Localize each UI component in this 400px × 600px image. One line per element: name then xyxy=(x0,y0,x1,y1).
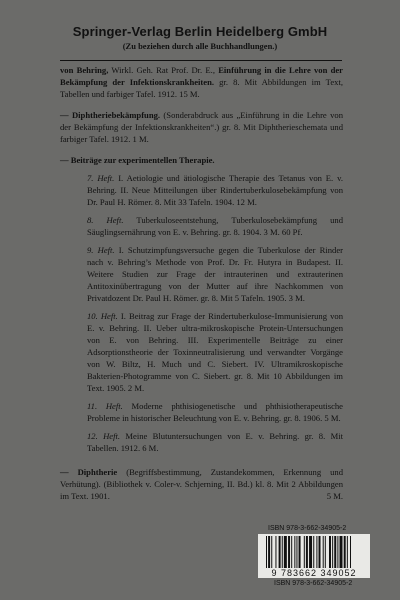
barcode-stripe xyxy=(282,536,283,568)
entry-details: (Sonderabdruck aus „Einführung in die Lehre von der Bekämpfung der Infektionskrankheiten“.) gr. 8. Mit Diphtherieschemata und farbiger Tafel. 1912. 1 M. xyxy=(60,110,343,144)
heft-9 xyxy=(60,244,343,304)
entry-details: (Begriffsbestimmung, Zustandekommen, Erkennung und Verhütung). (Bibliothek v. Coler-v. Schjerning, II. Bd.) kl. 8. Mit 2 Abbildungen im Text. 1901. xyxy=(60,467,344,501)
entry-diphtherie xyxy=(60,466,343,502)
barcode-stripe xyxy=(309,536,312,568)
barcode-stripe xyxy=(279,536,281,568)
barcode-stripe xyxy=(347,536,348,568)
barcode xyxy=(258,534,370,578)
heft-12 xyxy=(60,430,343,454)
barcode-stripe xyxy=(319,536,321,568)
barcode-stripe xyxy=(296,536,297,568)
publisher-note: (Zu beziehen durch alle Buchhandlungen.) xyxy=(122,41,278,51)
heft-10 xyxy=(60,310,343,394)
heft-text: Tuberkuloseentstehung, Tuberkulosebekämpfung und Säuglingsernährung von E. v. Behring. gr. 8. 1904. 3 M. 60 Pf. xyxy=(87,215,343,237)
heft-label: 9. Heft. xyxy=(87,245,115,255)
barcode-digits: 9 783662 349052 xyxy=(271,568,357,578)
barcode-stripe xyxy=(266,536,267,568)
heft-text: Moderne phthisiogenetische und phthisiotherapeutische Probleme in historischer Beleuchtung von E. v. Behring. gr. 8. 1906. 5 M. xyxy=(87,401,343,423)
barcode-stripe xyxy=(325,536,326,568)
barcode-stripe xyxy=(306,536,308,568)
barcode-stripe xyxy=(337,536,338,568)
entry-diphtheriebekaempfung xyxy=(60,109,343,145)
barcode-stripe xyxy=(275,536,276,568)
barcode-stripe xyxy=(340,536,343,568)
barcode-stripe xyxy=(332,536,333,568)
heft-text: I. Aetiologie und ätiologische Therapie des Tetanus von E. v. Behring. II. Neue Mitteilungen über Rindertuberkulosebekämpfung von Dr. Paul H. Römer. 8. Mit 33 Tafeln. 1904. 12 M. xyxy=(87,173,343,207)
barcode-stripe xyxy=(323,536,324,568)
barcode-stripe xyxy=(268,536,270,568)
barcode-stripe xyxy=(334,536,336,568)
barcode-stripe xyxy=(304,536,305,568)
heft-text: I. Beitrag zur Frage der Rindertuberkulose-Immunisierung von E. v. Behring. II. Ueber ultra-mikroskopische Protein-Untersuchungen von E. von Behring. III. Experimentelle Beiträge zu einer Adsorptionstheorie der Toxinneutralisierung und verwandter Vorgänge von W. Biltz, H. Much und C. Siebert. IV. Ultramikroskopische Bakterien-Photogramme von C. Siebert. gr. 8. Mit 10 Abbildungen im Text. 1905. 2 M. xyxy=(87,311,343,393)
entry-author: von Behring, xyxy=(60,65,109,75)
barcode-stripe xyxy=(299,536,301,568)
entry-beitraege xyxy=(60,154,343,166)
barcode-stripe xyxy=(313,536,314,568)
entry-text: Wirkl. Geh. Rat Prof. Dr. E., xyxy=(108,65,219,75)
heft-text: Meine Blutuntersuchungen von E. v. Behring. gr. 8. Mit Tabellen. 1912. 6 M. xyxy=(87,431,343,453)
heft-label: 12. Heft. xyxy=(87,431,121,441)
heft-7 xyxy=(60,172,343,208)
barcode-stripe xyxy=(329,536,331,568)
heft-label: 10. Heft. xyxy=(87,311,118,321)
heft-11 xyxy=(60,400,343,424)
barcode-stripe xyxy=(291,536,292,568)
entry-title: Einführung in die Lehre von der Bekämpfung der Infektionskrankheiten. xyxy=(60,65,343,87)
heft-text: I. Schutzimpfungsversuche gegen die Tuberkulose der Rinder nach v. Behring’s Methode von Prof. Dr. Fr. Hutyra in Budapest. II. Weitere Studien zur Frage der intrauterinen und extrauterinen Antitoxinübertragung von der Mutter auf ihre Nachkommen von Privatdozent Dr. Paul H. Römer. gr. 8. Mit 5 Tafeln. 1905. 3 M. xyxy=(87,245,343,303)
top-rule xyxy=(60,60,342,61)
barcode-stripe xyxy=(288,536,290,568)
barcode-stripe xyxy=(316,536,317,568)
barcode-stripe xyxy=(344,536,346,568)
entry-title: — Beiträge zur experimentellen Therapie. xyxy=(60,155,215,165)
barcode-stripe xyxy=(350,536,351,568)
book-list xyxy=(60,64,343,502)
isbn-label-top: ISBN 978-3-662-34905-2 xyxy=(268,525,347,532)
barcode-stripe xyxy=(284,536,287,568)
entry-price: 5 M. xyxy=(326,491,343,501)
heft-label: 8. Heft. xyxy=(87,215,124,225)
entry-einfuehrung xyxy=(60,64,343,100)
isbn-label-bottom: ISBN 978-3-662-34905-2 xyxy=(274,580,353,587)
heft-8 xyxy=(60,214,343,238)
entry-details: gr. 8. Mit Abbildungen im Text, Tabellen und farbiger Tafel. 1912. 15 M. xyxy=(60,77,343,99)
barcode-bars xyxy=(266,536,363,568)
entry-title: — Diphtheriebekämpfung. xyxy=(60,110,161,120)
entry-title: — Diphtherie xyxy=(60,467,118,477)
heft-label: 11. Heft. xyxy=(87,401,123,411)
barcode-stripe xyxy=(271,536,272,568)
heft-label: 7. Heft. xyxy=(87,173,115,183)
barcode-stripe xyxy=(294,536,295,568)
publisher-name: Springer-Verlag Berlin Heidelberg GmbH xyxy=(72,24,328,39)
